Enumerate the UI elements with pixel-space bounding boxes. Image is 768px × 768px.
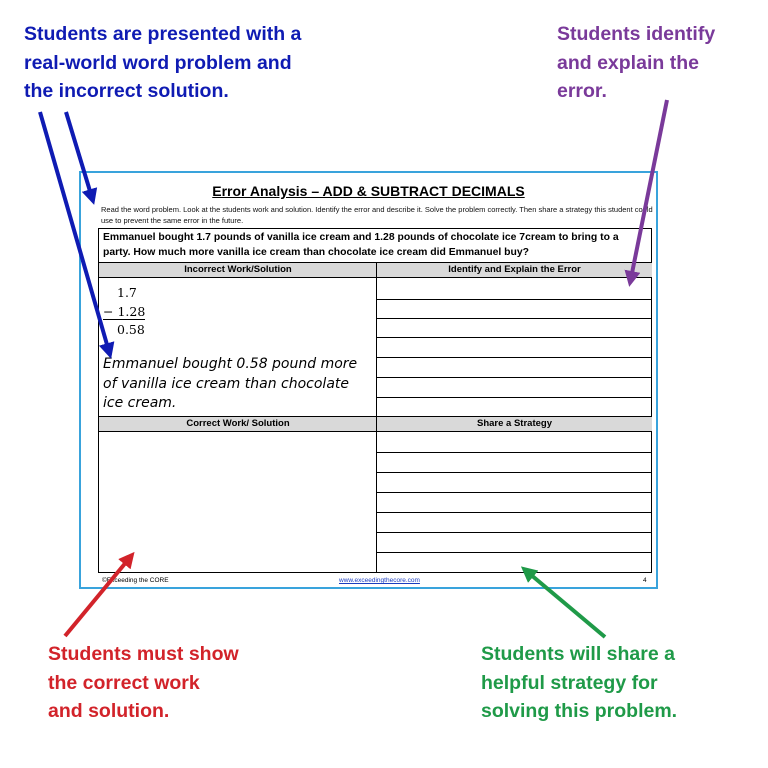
callout-line: and explain the: [557, 51, 699, 74]
header-correct-work: Correct Work/ Solution: [99, 416, 377, 432]
callout-line: the incorrect solution.: [24, 80, 229, 102]
callout-line: the correct work: [48, 671, 200, 694]
arrow-to-word-problem: [66, 112, 93, 201]
work-line-2: − 1.28: [103, 304, 146, 319]
work-result: 0.58: [117, 322, 145, 337]
word-problem: Emmanuel bought 1.7 pounds of vanilla ice cream and 1.28 pounds of chocolate ice 7cream to bring to a party. How much more vanilla ice cream than chocolate ice cream did Emmanuel buy?: [103, 232, 619, 258]
callout-line: and solution.: [48, 700, 170, 722]
footer-copyright: ©Exceeding the CORE: [102, 577, 169, 584]
callout-line: Students must show: [48, 643, 239, 665]
handwritten-answer: Emmanuel bought 0.58 pound more of vanilla ice cream than chocolate ice cream.: [103, 356, 358, 411]
work-line-1: 1.7: [117, 285, 137, 300]
header-share-strategy: Share a Strategy: [376, 416, 652, 432]
footer-website-link[interactable]: www.exceedingthecore.com: [339, 577, 420, 584]
footer-page-number: 4: [643, 577, 647, 584]
header-incorrect-work: Incorrect Work/Solution: [99, 262, 377, 278]
callout-line: real-world word problem and: [24, 51, 292, 74]
worksheet-instructions: Read the word problem. Look at the students work and solution. Identify the error and describe it. Solve the problem correctly. Then share a strategy this student could use to prevent the same error in the future.: [101, 205, 653, 225]
callout-line: Students will share a: [481, 643, 675, 665]
arrow-to-identify-error: [630, 100, 667, 283]
callout-line: Students identify: [557, 23, 716, 45]
callout-line: helpful strategy for: [481, 671, 658, 694]
callout-line: error.: [557, 80, 607, 102]
arrow-to-strategy: [524, 569, 605, 637]
worksheet-title: Error Analysis – ADD & SUBTRACT DECIMALS: [212, 183, 525, 199]
callout-line: solving this problem.: [481, 700, 678, 722]
callout-line: Students are presented with a: [24, 23, 302, 45]
header-identify-error: Identify and Explain the Error: [376, 262, 652, 278]
arrow-to-correct-work: [65, 555, 132, 636]
